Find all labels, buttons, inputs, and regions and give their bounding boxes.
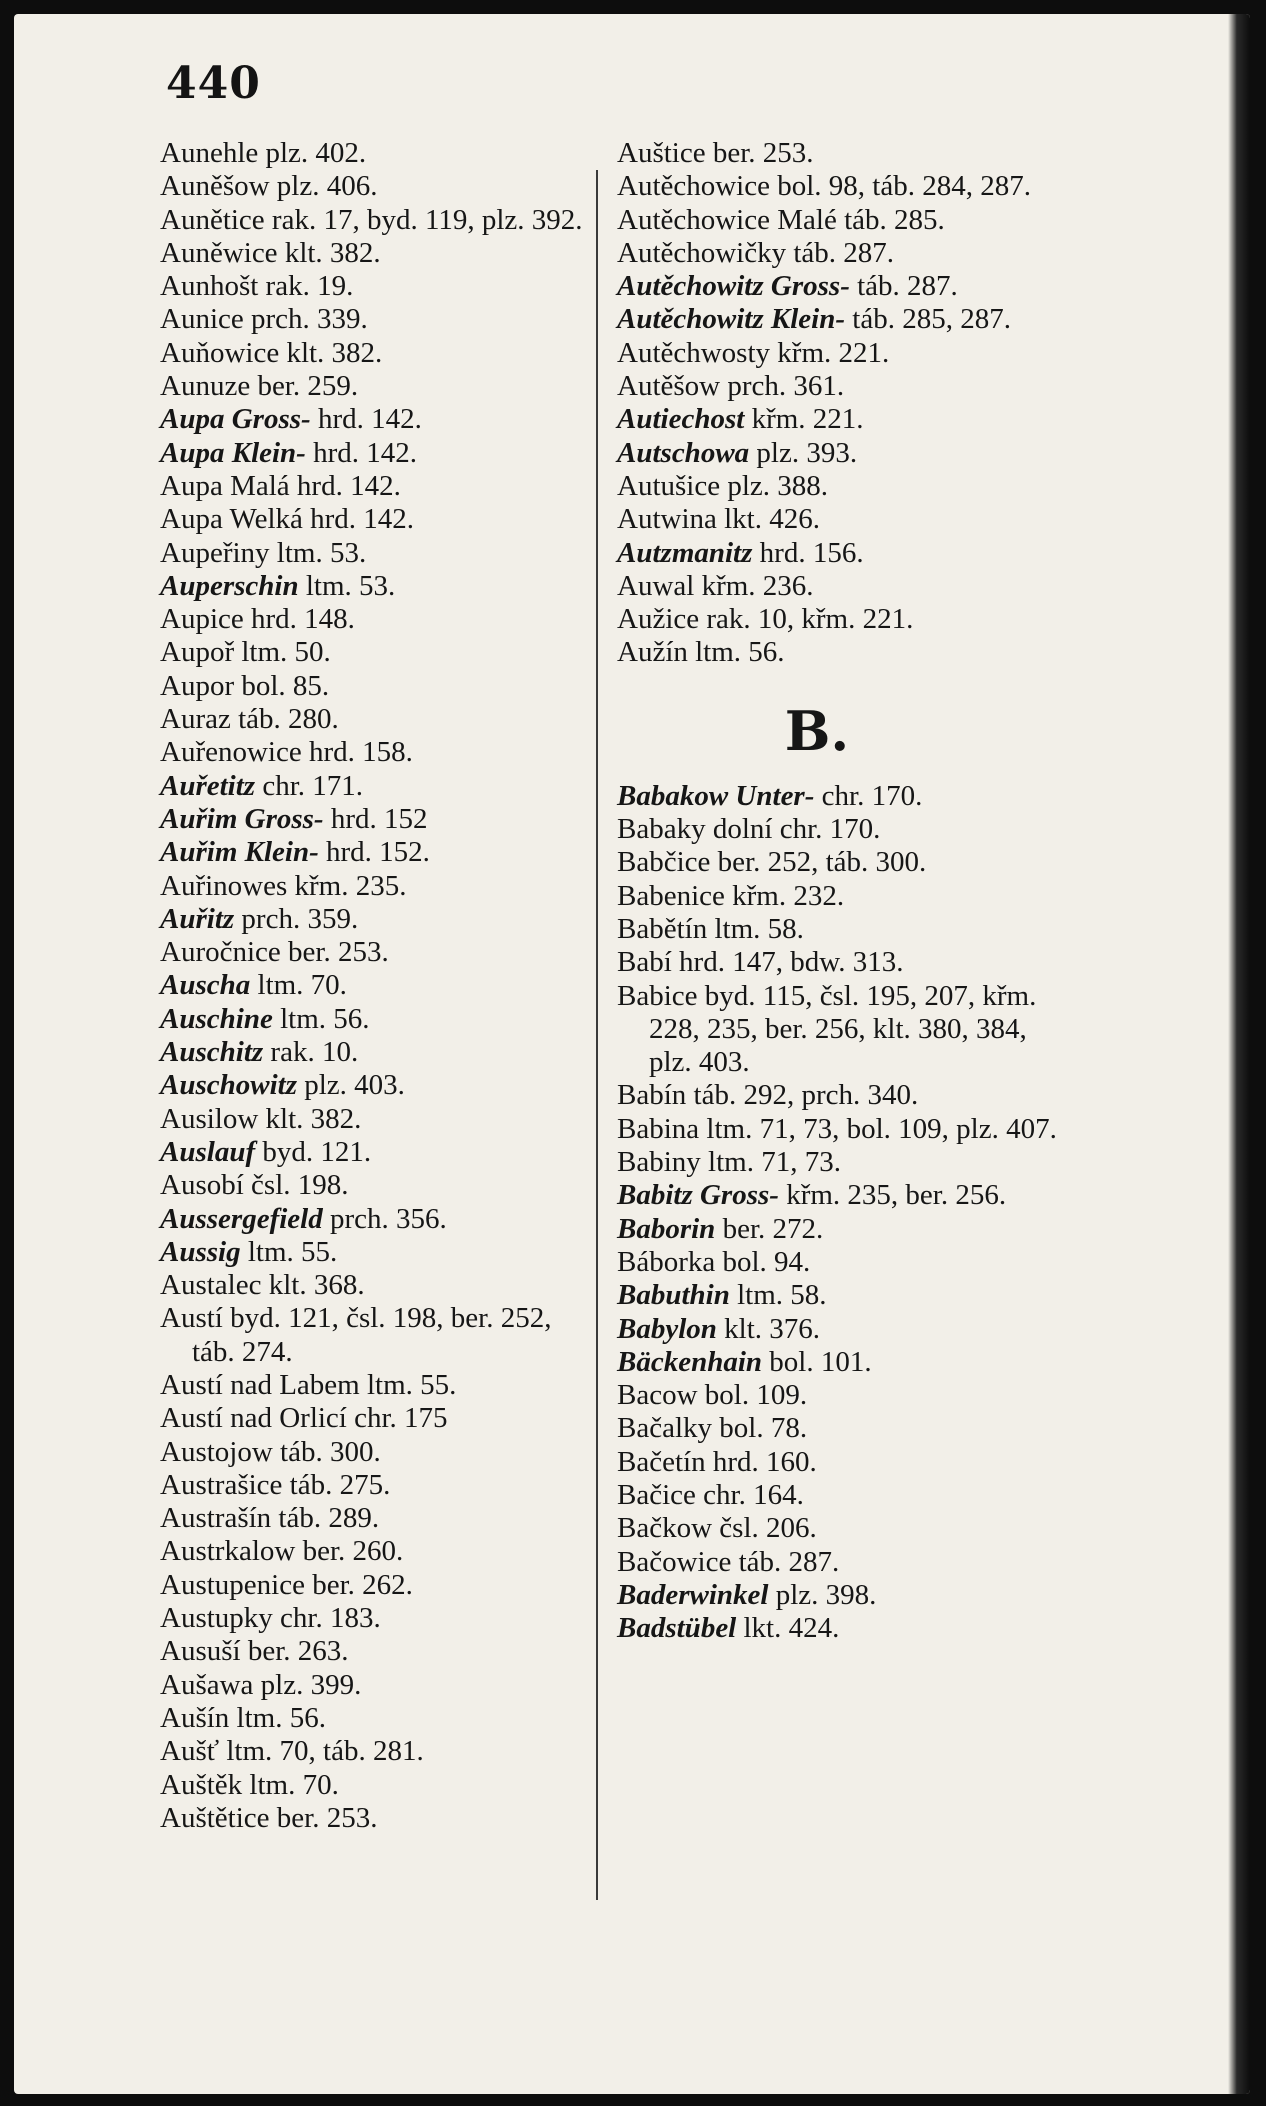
entry-headword: Austupky: [160, 1602, 273, 1635]
entry-references: táb. 289.: [271, 1502, 380, 1535]
index-entry: [160, 570, 590, 603]
entry-headword: Bačkow: [617, 1512, 713, 1545]
index-entry: [617, 880, 1057, 913]
entry-headword: Auschitz: [160, 1036, 264, 1069]
entry-references: ltm. 56.: [272, 1002, 370, 1035]
entry-headword: Baderwinkel: [617, 1578, 769, 1611]
entry-references: klt. 382.: [279, 336, 383, 369]
index-entry: [160, 370, 590, 403]
entry-references: lkt. 424.: [736, 1612, 840, 1645]
entry-headword: Aupoř: [160, 636, 235, 669]
entry-references: rak. 10.: [263, 1036, 359, 1069]
index-entry: [160, 1302, 590, 1369]
index-entry: [617, 403, 1057, 436]
entry-references: hrd. 156.: [752, 536, 864, 569]
index-entry: [160, 170, 590, 203]
entry-references: ber. 259.: [250, 370, 359, 403]
index-entry: [617, 1412, 1057, 1445]
entry-references: plz. 388.: [720, 469, 829, 502]
entry-headword: Báborka: [617, 1245, 716, 1278]
index-entry: [617, 503, 1057, 536]
entry-headword: Ausobí: [160, 1169, 244, 1202]
index-entry: [617, 137, 1057, 170]
index-entry: [160, 969, 590, 1002]
index-entry: [617, 337, 1057, 370]
index-entry: [160, 1602, 590, 1635]
entry-references: ber. 253.: [280, 936, 389, 969]
entry-headword: Aupa Welká: [160, 503, 303, 536]
index-entry: [617, 780, 1057, 813]
entry-references: byd. 115, čsl. 195, 207, křm. 228, 235, ber. 256, klt. 380, 384, plz. 403.: [649, 979, 1037, 1079]
index-entry: [617, 636, 1057, 669]
entry-headword: Autěšow: [617, 370, 721, 403]
index-entry: [160, 1702, 590, 1735]
index-entry: [617, 1279, 1057, 1312]
index-entry: [617, 1579, 1057, 1612]
entry-headword: Baborin: [617, 1212, 716, 1245]
entry-headword: Autěchowitz Klein-: [617, 303, 846, 336]
entry-headword: Auřenowice: [160, 736, 302, 769]
right-column-a-entries: [617, 137, 1057, 670]
entry-headword: Aušín: [160, 1701, 230, 1734]
entry-references: ltm. 70, táb. 281.: [219, 1735, 424, 1768]
index-entry: [160, 770, 590, 803]
index-entry: [617, 437, 1057, 470]
entry-headword: Auraz: [160, 703, 231, 736]
entry-headword: Babuthin: [617, 1279, 730, 1312]
index-entry: [617, 204, 1057, 237]
entry-references: táb. 285, 287.: [845, 303, 1011, 336]
entry-references: ber. 263.: [240, 1635, 349, 1668]
index-entry: [617, 1512, 1057, 1545]
entry-references: rak. 17, byd. 119, plz. 392.: [264, 203, 583, 236]
entry-references: plz. 393.: [749, 436, 858, 469]
index-entry: [160, 670, 590, 703]
index-entry: [160, 204, 590, 237]
entry-headword: Aupeřiny: [160, 536, 270, 569]
entry-headword: Autěchowičky: [617, 236, 787, 269]
entry-headword: Bačice: [617, 1478, 696, 1511]
entry-headword: Austupenice: [160, 1568, 305, 1601]
entry-references: prch. 359.: [234, 902, 359, 935]
entry-references: byd. 121.: [255, 1135, 372, 1168]
entry-headword: Babitz Gross-: [617, 1179, 779, 1212]
index-entry: [160, 503, 590, 536]
entry-references: táb. 275.: [282, 1468, 391, 1501]
scanned-page: [14, 14, 1250, 2094]
entry-references: ltm. 70.: [250, 969, 347, 1002]
entry-headword: Aussig: [160, 1235, 241, 1268]
entry-headword: Austí: [160, 1302, 223, 1335]
index-entry: [160, 870, 590, 903]
entry-references: táb. 285.: [836, 203, 945, 236]
entry-references: čsl. 206.: [712, 1512, 817, 1545]
index-entry: [617, 1446, 1057, 1479]
entry-headword: Austojow: [160, 1435, 273, 1468]
entry-references: hrd. 148.: [243, 603, 355, 636]
entry-references: plz. 398.: [768, 1578, 877, 1611]
index-entry: [617, 846, 1057, 879]
entry-headword: Auštěk: [160, 1768, 243, 1801]
entry-references: klt. 368.: [261, 1269, 365, 1302]
index-entry: [617, 1179, 1057, 1212]
entry-references: hrd. 142.: [302, 503, 415, 536]
entry-references: prch. 356.: [322, 1202, 447, 1235]
index-entry: [160, 603, 590, 636]
index-entry: [617, 370, 1057, 403]
entry-references: ltm. 53.: [269, 536, 367, 569]
entry-references: plz. 403.: [297, 1069, 405, 1102]
entry-headword: Auwal: [617, 569, 695, 602]
entry-references: bol. 78.: [712, 1412, 808, 1445]
entry-references: křm. 221.: [770, 336, 890, 369]
index-entry: [160, 703, 590, 736]
right-column: [617, 137, 1057, 1645]
entry-headword: Babiny: [617, 1146, 701, 1179]
index-entry: [160, 1469, 590, 1502]
entry-headword: Austrašín: [160, 1502, 272, 1535]
entry-headword: Autěchowice: [617, 170, 770, 203]
index-entry: [617, 537, 1057, 570]
entry-references: ltm. 55.: [359, 1368, 457, 1401]
entry-headword: Auřitz: [160, 902, 235, 935]
entry-headword: Auschowitz: [160, 1069, 297, 1102]
entry-references: ltm. 58.: [707, 912, 804, 945]
entry-references: bol. 94.: [715, 1245, 811, 1278]
entry-references: chr. 164.: [695, 1478, 804, 1511]
index-entry: [160, 1036, 590, 1069]
index-entry: [160, 1635, 590, 1668]
index-entry: [160, 537, 590, 570]
entry-references: ltm. 56.: [229, 1701, 326, 1734]
entry-headword: Bacow: [617, 1379, 698, 1412]
entry-headword: Babí: [617, 946, 672, 979]
entry-headword: Autušice: [617, 469, 721, 502]
entry-references: bol. 98, táb. 284, 287.: [770, 170, 1031, 203]
entry-headword: Babenice: [617, 879, 725, 912]
index-entry: [617, 1612, 1057, 1645]
index-entry: [160, 337, 590, 370]
entry-references: křm. 221.: [744, 403, 864, 436]
entry-headword: Autwina: [617, 503, 717, 536]
entry-references: lkt. 426.: [716, 503, 820, 536]
entry-headword: Austrašice: [160, 1468, 283, 1501]
entry-references: bol. 109.: [697, 1379, 808, 1412]
entry-headword: Aupa Malá: [160, 469, 290, 502]
section-letter-b: B.: [784, 698, 850, 763]
index-entry: [160, 303, 590, 336]
entry-references: ber. 262.: [304, 1568, 413, 1601]
index-entry: [160, 1203, 590, 1236]
entry-references: ber. 272.: [715, 1212, 824, 1245]
index-entry: [160, 1369, 590, 1402]
entry-headword: Autěchowice Malé: [617, 203, 837, 236]
entry-headword: Bačowice: [617, 1545, 732, 1578]
entry-references: byd. 121, čsl. 198, ber. 252, táb. 274.: [192, 1302, 552, 1368]
entry-references: ltm. 53.: [298, 569, 396, 602]
index-entry: [160, 1569, 590, 1602]
entry-headword: Aužín: [617, 636, 688, 669]
entry-references: křm. 232.: [724, 879, 845, 912]
index-entry: [160, 270, 590, 303]
index-entry: [617, 913, 1057, 946]
entry-headword: Bäckenhain: [617, 1345, 763, 1378]
entry-references: táb. 300.: [272, 1435, 381, 1468]
entry-headword: Aupa Gross-: [160, 403, 311, 436]
index-entry: [160, 1669, 590, 1702]
index-entry: [617, 470, 1057, 503]
entry-references: bol. 101.: [762, 1345, 872, 1378]
index-entry: [160, 836, 590, 869]
entry-references: hrd. 158.: [301, 736, 413, 769]
entry-headword: Auštice: [617, 137, 706, 169]
entry-headword: Aupa Klein-: [160, 436, 306, 469]
index-entry: [617, 1213, 1057, 1246]
entry-headword: Aunuze: [160, 370, 251, 403]
left-column: [160, 137, 590, 1835]
entry-references: táb. 287.: [786, 236, 895, 269]
entry-headword: Austí nad Labem: [160, 1368, 360, 1401]
entry-headword: Austrkalow: [160, 1535, 296, 1568]
entry-headword: Auštětice: [160, 1801, 270, 1834]
index-entry: [160, 403, 590, 436]
entry-headword: Aunehle: [160, 137, 259, 169]
index-entry: [617, 1079, 1057, 1112]
entry-headword: Babylon: [617, 1312, 717, 1345]
index-entry: [617, 946, 1057, 979]
entry-headword: Babčice: [617, 846, 711, 879]
index-entry: [160, 437, 590, 470]
index-entry: [160, 636, 590, 669]
entry-headword: Aužice: [617, 603, 700, 636]
entry-headword: Auněšow: [160, 170, 270, 203]
index-entry: [160, 1236, 590, 1269]
entry-references: táb. 287.: [849, 270, 958, 303]
entry-headword: Ausilow: [160, 1102, 259, 1135]
entry-references: bol. 85.: [234, 669, 330, 702]
entry-references: ltm. 70.: [242, 1768, 339, 1801]
right-column-b-entries: [617, 780, 1057, 1646]
entry-headword: Auněwice: [160, 236, 278, 269]
entry-headword: Auscha: [160, 969, 251, 1002]
entry-references: klt. 376.: [716, 1312, 821, 1345]
entry-headword: Auřim Klein-: [160, 836, 319, 869]
entry-references: hrd. 142.: [289, 469, 401, 502]
entry-references: ltm. 50.: [234, 636, 331, 669]
entry-references: ber. 253.: [269, 1801, 378, 1834]
entry-references: ber. 253.: [705, 137, 814, 169]
entry-references: chr. 170.: [772, 813, 881, 846]
index-entry: [617, 1146, 1057, 1179]
entry-references: hrd. 147, bdw. 313.: [671, 946, 904, 979]
entry-headword: Aupor: [160, 669, 235, 702]
index-entry: [617, 303, 1057, 336]
index-entry: [617, 980, 1057, 1080]
index-entry: [160, 1069, 590, 1102]
index-entry: [160, 1402, 590, 1435]
index-entry: [617, 1246, 1057, 1279]
index-entry: [160, 470, 590, 503]
entry-headword: Auřim Gross-: [160, 802, 324, 835]
entry-headword: Auperschin: [160, 569, 299, 602]
entry-headword: Autiechost: [617, 403, 745, 436]
entry-headword: Aušť: [160, 1735, 220, 1768]
entry-headword: Aušawa: [160, 1668, 254, 1701]
entry-references: ber. 260.: [295, 1535, 404, 1568]
index-entry: [160, 137, 590, 170]
entry-references: klt. 382.: [277, 236, 381, 269]
column-divider: [596, 170, 598, 1900]
entry-references: plz. 399.: [253, 1668, 362, 1701]
index-entry: [617, 1346, 1057, 1379]
entry-references: plz. 406.: [269, 170, 378, 203]
index-entry: [617, 813, 1057, 846]
index-entry: [160, 1269, 590, 1302]
entry-headword: Babakow Unter-: [617, 779, 815, 812]
entry-headword: Autzmanitz: [617, 536, 753, 569]
entry-references: ltm. 58.: [729, 1279, 827, 1312]
page-binding-edge: [1228, 14, 1250, 2094]
entry-headword: Auschine: [160, 1002, 273, 1035]
index-entry: [160, 1735, 590, 1768]
entry-references: rak. 10, křm. 221.: [699, 603, 914, 636]
entry-references: hrd. 142.: [305, 436, 418, 469]
entry-headword: Austí nad Orlicí: [160, 1402, 347, 1435]
index-entry: [160, 736, 590, 769]
entry-headword: Auřinowes: [160, 869, 288, 902]
entry-references: křm. 235, ber. 256.: [778, 1179, 1007, 1212]
index-entry: [617, 270, 1057, 303]
entry-headword: Babina: [617, 1112, 700, 1145]
index-entry: [160, 1502, 590, 1535]
index-entry: [617, 1479, 1057, 1512]
entry-headword: Aunhošt: [160, 270, 259, 303]
entry-references: prch. 339.: [243, 303, 368, 336]
index-entry: [617, 170, 1057, 203]
index-entry: [617, 570, 1057, 603]
entry-references: ltm. 55.: [240, 1235, 338, 1268]
entry-references: ber. 252, táb. 300.: [710, 846, 927, 879]
entry-headword: Autschowa: [617, 436, 750, 469]
entry-references: táb. 280.: [230, 703, 339, 736]
entry-headword: Babice: [617, 979, 698, 1012]
entry-headword: Babín: [617, 1079, 687, 1112]
entry-headword: Babětín: [617, 912, 708, 945]
entry-references: ltm. 71, 73, bol. 109, plz. 407.: [699, 1112, 1057, 1145]
entry-headword: Aunětice: [160, 203, 265, 236]
index-entry: [160, 1436, 590, 1469]
entry-references: chr. 170.: [814, 779, 923, 812]
entry-headword: Autěchwosty: [617, 336, 771, 369]
entry-references: ltm. 71, 73.: [700, 1146, 841, 1179]
entry-headword: Auňowice: [160, 336, 280, 369]
entry-references: křm. 236.: [694, 569, 814, 602]
entry-headword: Austalec: [160, 1269, 262, 1302]
entry-references: táb. 287.: [731, 1545, 840, 1578]
entry-headword: Aunice: [160, 303, 244, 336]
index-entry: [160, 1136, 590, 1169]
entry-headword: Aussergefield: [160, 1202, 323, 1235]
entry-headword: Auslauf: [160, 1135, 256, 1168]
index-entry: [160, 1769, 590, 1802]
entry-headword: Autěchowitz Gross-: [617, 270, 850, 303]
entry-references: chr. 183.: [272, 1602, 381, 1635]
entry-headword: Auročnice: [160, 936, 281, 969]
index-entry: [160, 1535, 590, 1568]
entry-headword: Bačalky: [617, 1412, 713, 1445]
index-entry: [160, 1103, 590, 1136]
index-entry: [617, 1113, 1057, 1146]
entry-references: rak. 19.: [258, 270, 354, 303]
entry-headword: Aupice: [160, 603, 244, 636]
entry-references: plz. 402.: [258, 137, 367, 169]
entry-headword: Ausuší: [160, 1635, 241, 1668]
entry-headword: Badstübel: [617, 1612, 737, 1645]
entry-references: klt. 382.: [258, 1102, 362, 1135]
entry-references: křm. 235.: [287, 869, 407, 902]
entry-headword: Babaky dolní: [617, 813, 773, 846]
entry-references: chr. 171.: [255, 769, 364, 802]
entry-references: hrd. 160.: [705, 1445, 817, 1478]
index-entry: [160, 903, 590, 936]
index-entry: [617, 603, 1057, 636]
index-entry: [160, 237, 590, 270]
entry-references: hrd. 152.: [318, 836, 430, 869]
index-entry: [617, 1379, 1057, 1412]
index-entry: [160, 803, 590, 836]
entry-references: chr. 175: [346, 1402, 448, 1435]
entry-references: prch. 361.: [720, 370, 845, 403]
entry-references: čsl. 198.: [243, 1169, 349, 1202]
page-number: 440: [166, 58, 261, 109]
index-entry: [160, 1169, 590, 1202]
entry-headword: Bačetín: [617, 1445, 706, 1478]
entry-references: ltm. 56.: [687, 636, 785, 669]
index-entry: [160, 1003, 590, 1036]
entry-references: táb. 292, prch. 340.: [686, 1079, 919, 1112]
index-entry: [617, 1546, 1057, 1579]
index-entry: [160, 1802, 590, 1835]
entry-references: hrd. 152: [323, 802, 428, 835]
index-entry: [617, 1313, 1057, 1346]
entry-references: hrd. 142.: [310, 403, 422, 436]
entry-headword: Auřetitz: [160, 769, 256, 802]
index-entry: [160, 936, 590, 969]
index-entry: [617, 237, 1057, 270]
